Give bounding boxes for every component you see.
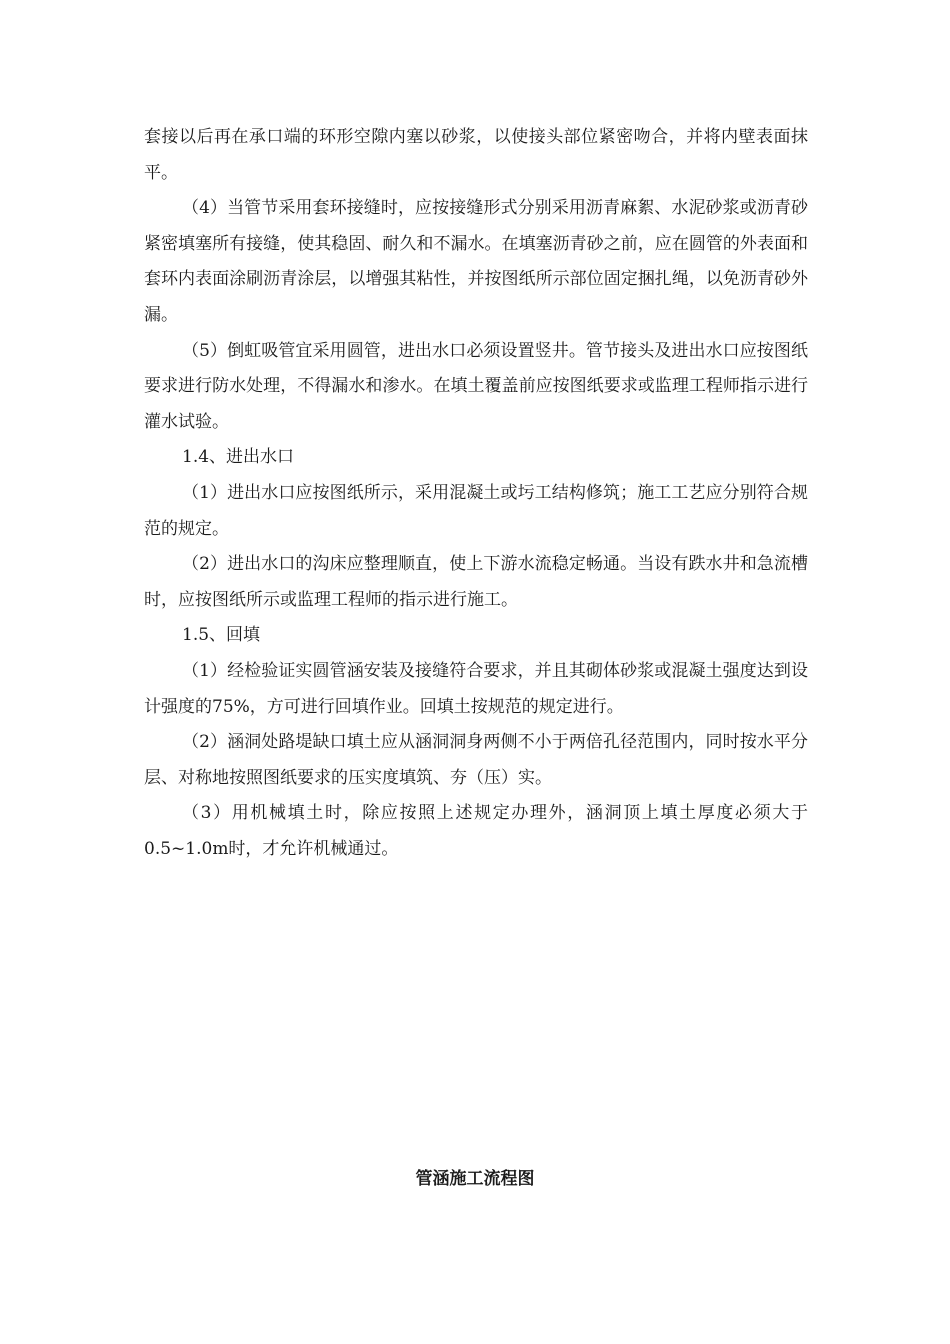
- flow-chart-title: 管涵施工流程图: [415, 1169, 535, 1189]
- section-1-5-item-3: （3）用机械填土时，除应按照上述规定办理外，涵洞顶上填土厚度必须大于0.5~1.0m时，才允许机械通过。: [144, 803, 808, 859]
- section-1-4-item-2: （2）进出水口的沟床应整理顺直，使上下游水流稳定畅通。当设有跌水井和急流槽时，应按图纸所示或监理工程师的指示进行施工。: [144, 554, 808, 610]
- section-1-5-item-2: （2）涵洞处路堤缺口填土应从涵洞洞身两侧不小于两倍孔径范围内，同时按水平分层、对称地按照图纸要求的压实度填筑、夯（压）实。: [144, 732, 808, 788]
- paragraph-continuation: 套接以后再在承口端的环形空隙内塞以砂浆，以使接头部位紧密吻合，并将内壁表面抹平。: [144, 127, 808, 183]
- section-heading-1-5: 1.5、回填: [182, 625, 261, 646]
- paragraph-item-4: （4）当管节采用套环接缝时，应按接缝形式分别采用沥青麻絮、水泥砂浆或沥青砂紧密填塞所有接缝，使其稳固、耐久和不漏水。在填塞沥青砂之前，应在圆管的外表面和套环内表面涂刷沥青涂层，以增强其粘性，并按图纸所示部位固定捆扎绳，以免沥青砂外漏。: [144, 198, 808, 325]
- paragraph-item-5: （5）倒虹吸管宜采用圆管，进出水口必须设置竖井。管节接头及进出水口应按图纸要求进行防水处理，不得漏水和渗水。在填土覆盖前应按图纸要求或监理工程师指示进行灌水试验。: [144, 340, 808, 432]
- section-1-4-item-1: （1）进出水口应按图纸所示，采用混凝土或圬工结构修筑；施工工艺应分别符合规范的规定。: [144, 482, 808, 539]
- section-heading-1-4: 1.4、进出水口: [182, 447, 295, 468]
- document-body: [144, 120, 808, 867]
- section-1-5-item-1: （1）经检验证实圆管涵安装及接缝符合要求，并且其砌体砂浆或混凝土强度达到设计强度的75%，方可进行回填作业。回填土按规范的规定进行。: [144, 660, 808, 717]
